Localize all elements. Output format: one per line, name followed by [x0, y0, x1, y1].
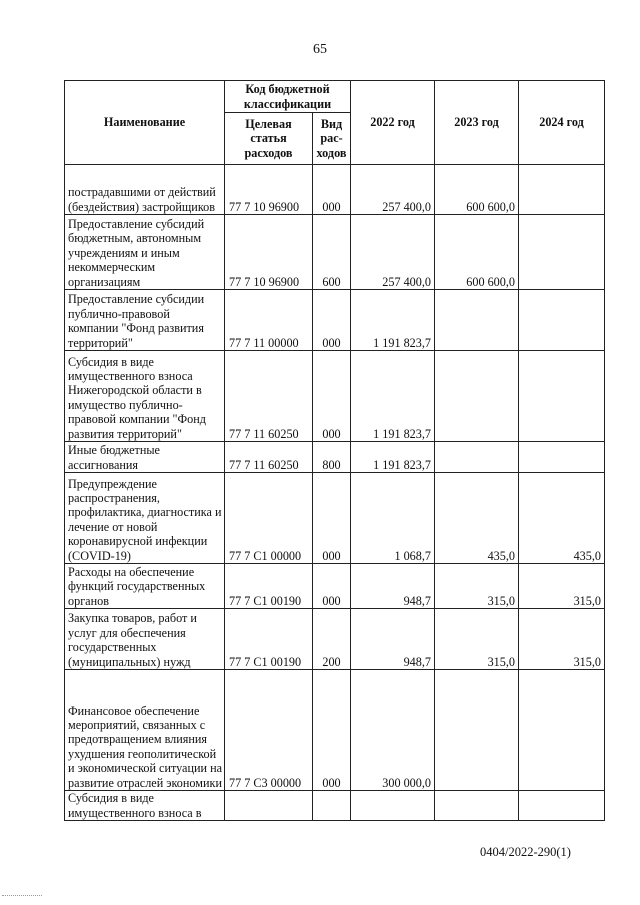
row-2022: 948,7 — [351, 564, 435, 609]
row-code: 77 7 С1 00190 — [225, 609, 313, 670]
row-name: Предупреждение распространения, профилактика, диагностика и лечение от новой коронавирусной инфекции (COVID-19) — [65, 473, 225, 564]
row-2024 — [519, 670, 605, 791]
row-2023: 315,0 — [435, 609, 519, 670]
row-2023 — [435, 791, 519, 821]
row-2023: 600 600,0 — [435, 215, 519, 290]
header-2024: 2024 год — [519, 81, 605, 165]
row-kind — [313, 791, 351, 821]
row-2022: 1 191 823,7 — [351, 290, 435, 351]
header-expense-kind: Вид рас-ходов — [313, 113, 351, 165]
row-code — [225, 791, 313, 821]
row-2024 — [519, 791, 605, 821]
row-name: пострадавшими от действий (бездействия) застройщиков — [65, 165, 225, 215]
row-name: Иные бюджетные ассигнования — [65, 442, 225, 473]
budget-table — [64, 80, 605, 821]
row-2023: 435,0 — [435, 473, 519, 564]
row-2024 — [519, 290, 605, 351]
row-code: 77 7 10 96900 — [225, 215, 313, 290]
row-2022: 1 068,7 — [351, 473, 435, 564]
table-row — [65, 442, 605, 473]
row-code: 77 7 10 96900 — [225, 165, 313, 215]
row-2022: 948,7 — [351, 609, 435, 670]
table-row — [65, 290, 605, 351]
row-2022: 257 400,0 — [351, 215, 435, 290]
row-2023 — [435, 670, 519, 791]
row-2023 — [435, 290, 519, 351]
row-kind: 000 — [313, 351, 351, 442]
row-2024 — [519, 442, 605, 473]
row-code: 77 7 С1 00190 — [225, 564, 313, 609]
row-2024: 315,0 — [519, 564, 605, 609]
page-number: 65 — [313, 42, 327, 57]
document-number: 0404/2022-290(1) — [480, 845, 571, 859]
row-2024 — [519, 351, 605, 442]
row-kind: 000 — [313, 165, 351, 215]
row-name: Предоставление субсидий бюджетным, автономным учреждениям и иным некоммерческим организациям — [65, 215, 225, 290]
header-name: Наименование — [65, 81, 225, 165]
row-2023: 315,0 — [435, 564, 519, 609]
row-kind: 800 — [313, 442, 351, 473]
table-row — [65, 791, 605, 821]
row-name: Расходы на обеспечение функций государственных органов — [65, 564, 225, 609]
row-2022: 1 191 823,7 — [351, 442, 435, 473]
row-kind: 000 — [313, 290, 351, 351]
row-name: Субсидия в виде имущественного взноса в — [65, 791, 225, 821]
row-2023 — [435, 442, 519, 473]
row-2024: 435,0 — [519, 473, 605, 564]
row-kind: 600 — [313, 215, 351, 290]
table-row — [65, 564, 605, 609]
table-row — [65, 215, 605, 290]
row-code: 77 7 С3 00000 — [225, 670, 313, 791]
row-kind: 000 — [313, 670, 351, 791]
header-2023: 2023 год — [435, 81, 519, 165]
header-code-group: Код бюджетной классификации — [225, 81, 351, 113]
row-code: 77 7 С1 00000 — [225, 473, 313, 564]
table-row — [65, 670, 605, 791]
row-code: 77 7 11 60250 — [225, 351, 313, 442]
row-2024 — [519, 215, 605, 290]
table-row — [65, 473, 605, 564]
row-name: Финансовое обеспечение мероприятий, связанных с предотвращением влияния ухудшения геополитической и экономической ситуации на развитие отраслей экономики — [65, 670, 225, 791]
table-row — [65, 351, 605, 442]
table-row — [65, 165, 605, 215]
row-2024 — [519, 165, 605, 215]
row-2022: 257 400,0 — [351, 165, 435, 215]
row-code: 77 7 11 60250 — [225, 442, 313, 473]
row-2022: 1 191 823,7 — [351, 351, 435, 442]
row-name: Предоставление субсидии публично-правовой компании "Фонд развития территорий" — [65, 290, 225, 351]
row-code: 77 7 11 00000 — [225, 290, 313, 351]
row-kind: 200 — [313, 609, 351, 670]
row-name: Субсидия в виде имущественного взноса Нижегородской области в имущество публично-правовой компании "Фонд развития территорий" — [65, 351, 225, 442]
row-2023 — [435, 351, 519, 442]
row-name: Закупка товаров, работ и услуг для обеспечения государственных (муниципальных) нужд — [65, 609, 225, 670]
row-2024: 315,0 — [519, 609, 605, 670]
table-row — [65, 609, 605, 670]
scan-mark — [2, 895, 42, 899]
header-2022: 2022 год — [351, 81, 435, 165]
row-kind: 000 — [313, 564, 351, 609]
row-kind: 000 — [313, 473, 351, 564]
header-target-article: Целевая статья расходов — [225, 113, 313, 165]
row-2023: 600 600,0 — [435, 165, 519, 215]
row-2022: 300 000,0 — [351, 670, 435, 791]
row-2022 — [351, 791, 435, 821]
